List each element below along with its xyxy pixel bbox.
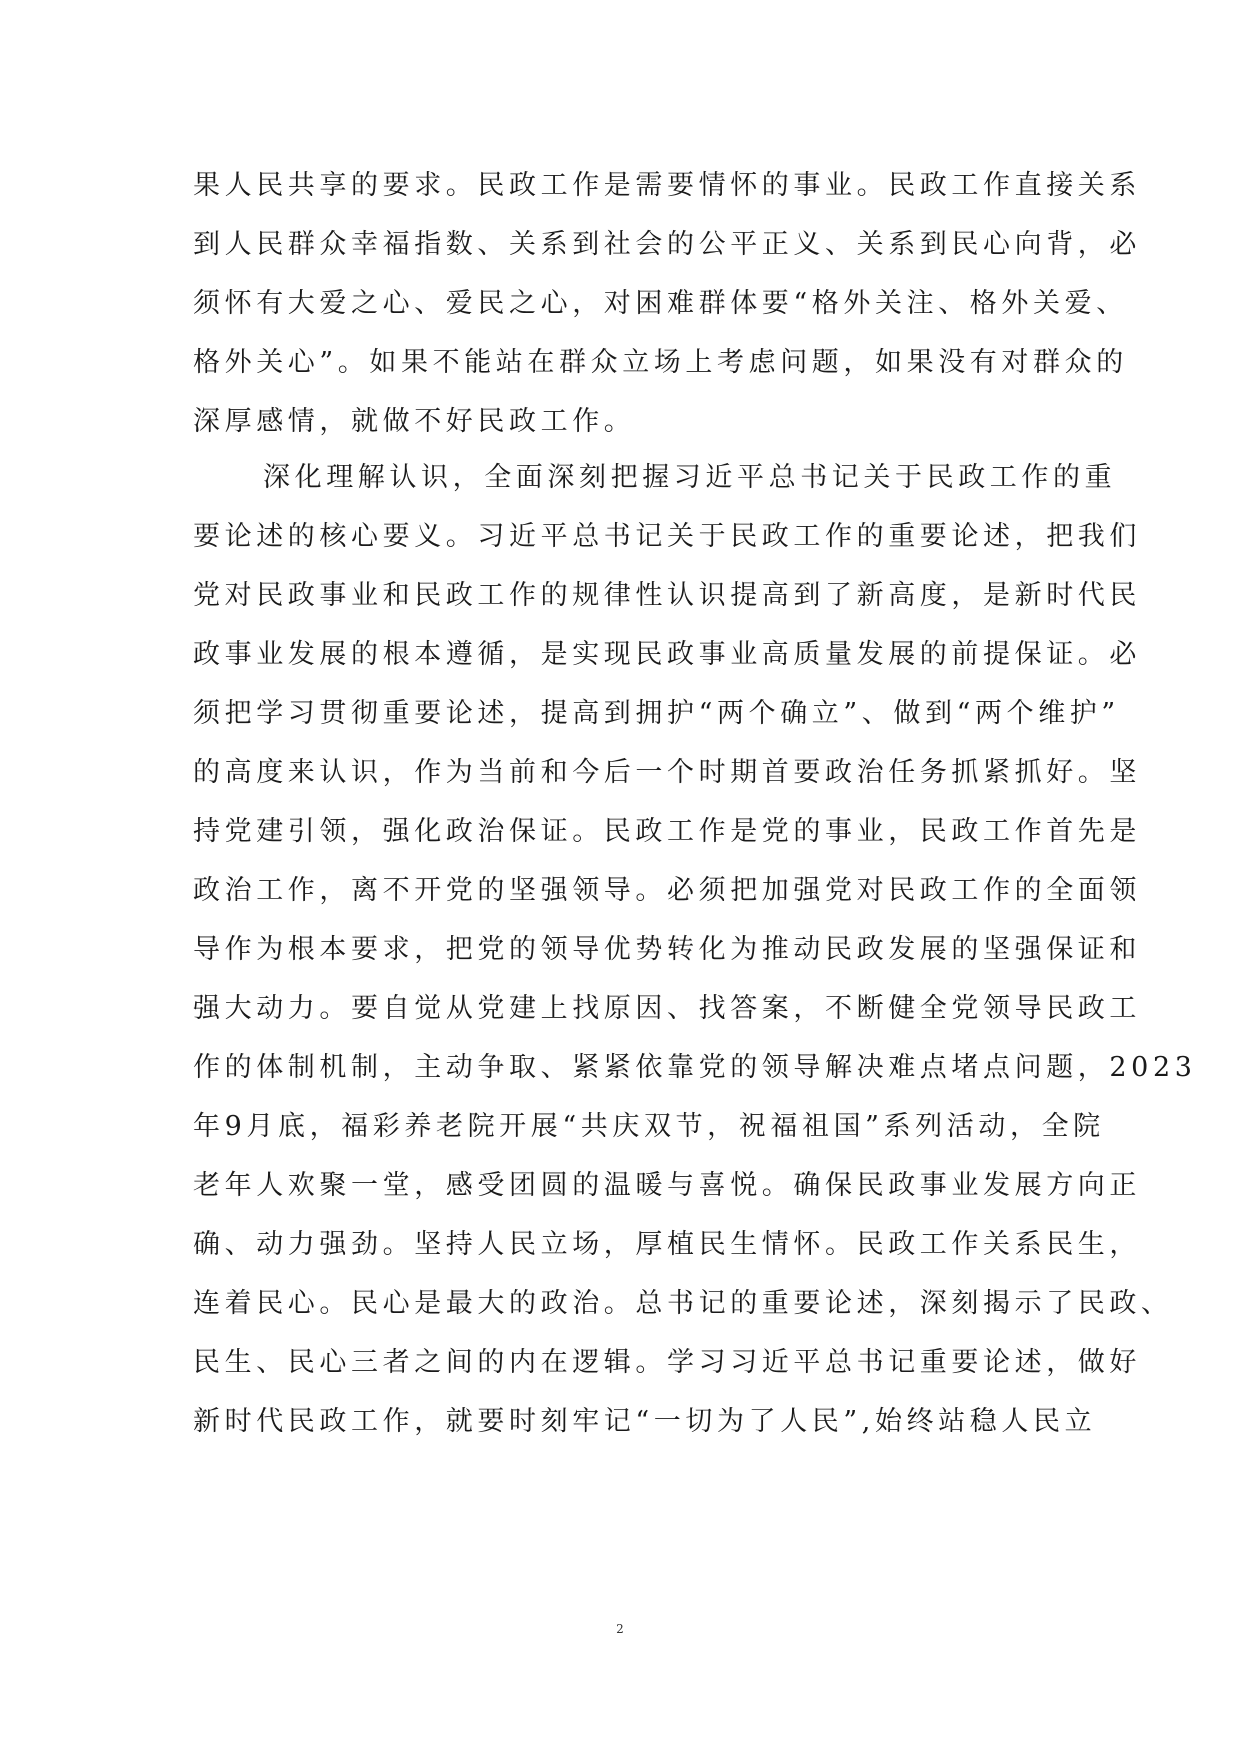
text-line: 深厚感情，就做不好民政工作。 [193, 406, 636, 437]
text-line: 党对民政事业和民政工作的规律性认识提高到了新高度，是新时代民 [193, 580, 1141, 611]
text-line: 政治工作，离不开党的坚强领导。必须把加强党对民政工作的全面领 [193, 875, 1141, 906]
text-line: 新时代民政工作，就要时刻牢记“一切为了人民”,始终站稳人民立 [193, 1406, 1097, 1437]
text-line: 导作为根本要求，把党的领导优势转化为推动民政发展的坚强保证和 [193, 934, 1141, 965]
text-line: 到人民群众幸福指数、关系到社会的公平正义、关系到民心向背，必 [193, 229, 1141, 260]
text-line: 深化理解认识，全面深刻把握习近平总书记关于民政工作的重 [263, 462, 1117, 493]
paragraph-1 [193, 156, 1141, 451]
text-line: 作的体制机制，主动争取、紧紧依靠党的领导解决难点堵点问题，2023 [193, 1052, 1197, 1083]
text-line: 的高度来认识，作为当前和今后一个时期首要政治任务抓紧抓好。坚 [193, 757, 1141, 788]
text-line: 连着民心。民心是最大的政治。总书记的重要论述，深刻揭示了民政、 [193, 1288, 1173, 1319]
text-line: 年9月底，福彩养老院开展“共庆双节，祝福祖国”系列活动，全院 [193, 1111, 1105, 1142]
page-number: 2 [616, 1622, 624, 1636]
text-line: 确、动力强劲。坚持人民立场，厚植民生情怀。民政工作关系民生， [193, 1229, 1141, 1260]
paragraph-2 [193, 448, 1197, 1451]
text-line: 民生、民心三者之间的内在逻辑。学习习近平总书记重要论述，做好 [193, 1347, 1141, 1378]
text-line: 果人民共享的要求。民政工作是需要情怀的事业。民政工作直接关系 [193, 170, 1141, 201]
text-line: 强大动力。要自觉从党建上找原因、找答案，不断健全党领导民政工 [193, 993, 1141, 1024]
text-line: 须怀有大爱之心、爱民之心，对困难群体要“格外关注、格外关爱、 [193, 288, 1128, 319]
text-line: 持党建引领，强化政治保证。民政工作是党的事业，民政工作首先是 [193, 816, 1141, 847]
text-line: 要论述的核心要义。习近平总书记关于民政工作的重要论述，把我们 [193, 521, 1141, 552]
text-line: 格外关心”。如果不能站在群众立场上考虑问题，如果没有对群众的 [193, 347, 1128, 378]
text-line: 政事业发展的根本遵循，是实现民政事业高质量发展的前提保证。必 [193, 639, 1141, 670]
text-line: 老年人欢聚一堂，感受团圆的温暖与喜悦。确保民政事业发展方向正 [193, 1170, 1141, 1201]
text-line: 须把学习贯彻重要论述，提高到拥护“两个确立”、做到“两个维护” [193, 698, 1120, 729]
